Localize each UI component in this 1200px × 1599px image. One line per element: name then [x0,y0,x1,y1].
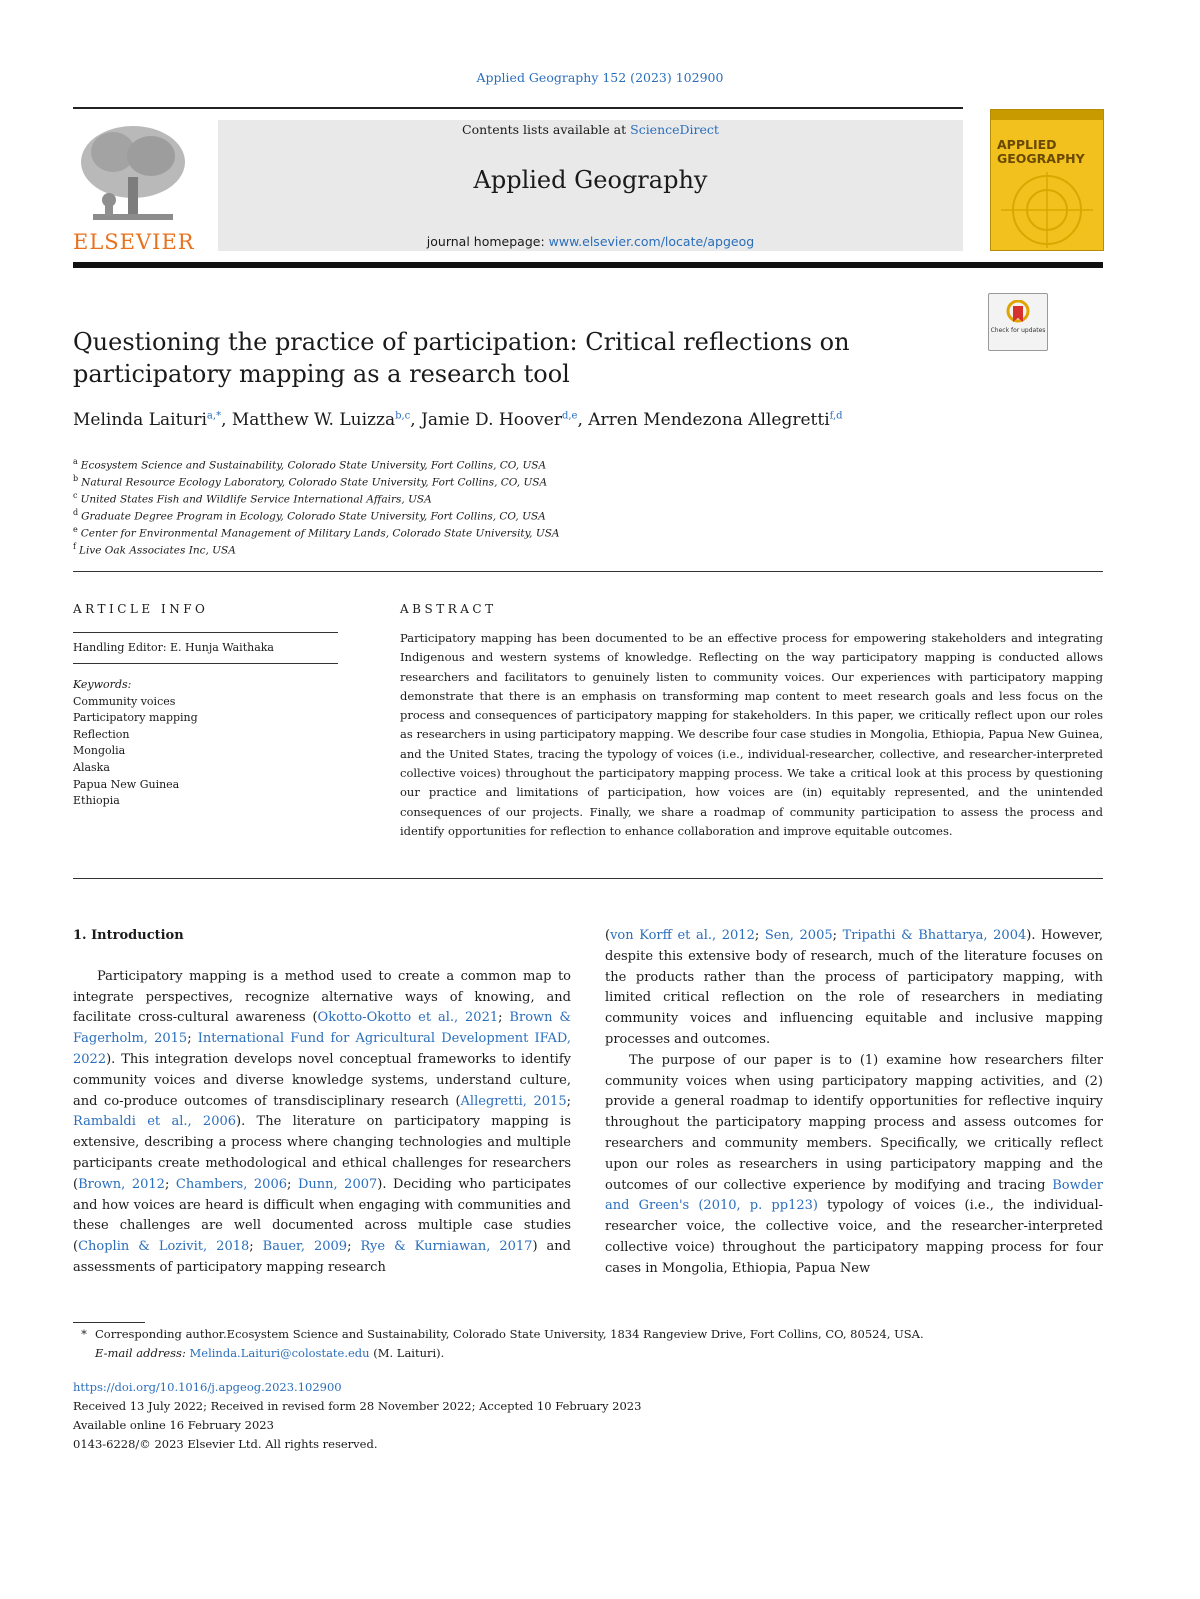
info-rule [73,632,338,633]
homepage-link[interactable]: www.elsevier.com/locate/apgeog [548,234,755,249]
affiliation-item [73,453,559,470]
citation-link[interactable]: Bowder and Green's (2010, p. pp123) [605,1177,1103,1214]
sciencedirect-link[interactable]: ScienceDirect [630,122,719,137]
received-dates: Received 13 July 2022; Received in revised form 28 November 2022; Accepted 10 February 2023 [73,1399,642,1413]
keyword-item: Alaska [73,760,110,774]
header-thick-rule [73,262,1103,268]
author-name: Melinda Laituri [73,410,207,430]
cover-title-line1: APPLIED [997,137,1057,152]
keyword-item: Mongolia [73,744,126,758]
author-name: Matthew W. Luizza [231,410,396,430]
journal-title: Applied Geography [473,166,708,194]
publisher-name: ELSEVIER [73,230,195,254]
footnote-rule [73,1322,145,1323]
publication-info [73,1378,641,1454]
citation-link[interactable]: von Korff et al., 2012 [610,928,755,943]
affiliation-item [73,538,559,555]
author-name: Arren Mendezona Allegretti [588,410,830,430]
journal-reference[interactable]: Applied Geography 152 (2023) 102900 [476,70,724,85]
keyword-item: Reflection [73,727,130,741]
abstract-heading: ABSTRACT [400,602,497,616]
article-title: Questioning the practice of participation: Critical reflections on participatory mapping as a research tool [73,328,850,388]
affiliation-key: c [73,491,78,500]
citation-link[interactable]: International Fund for Agricultural Development IFAD, 2022 [73,1031,572,1067]
cover-strip [991,110,1103,120]
affiliation-key: e [73,525,78,534]
tree-icon [73,122,193,227]
header-rule [73,107,963,109]
corresponding-author-note: * Corresponding author.Ecosystem Science and Sustainability, Colorado State University, 1834 Rangeview Drive, Fort Collins, CO, 80524, USA. [73,1325,1103,1344]
journal-homepage [218,234,963,249]
body-column-left [73,926,571,1279]
copyright: 0143-6228/© 2023 Elsevier Ltd. All rights reserved. [73,1437,378,1451]
affiliation-key: f [73,542,76,551]
citation-link[interactable]: Choplin & Lozivit, 2018 [78,1239,250,1255]
check-for-updates-label: Check for updates [990,327,1046,334]
email-link[interactable]: Melinda.Laituri@colostate.edu [189,1346,370,1360]
affiliation-item [73,487,559,504]
author-affiliation-marker[interactable]: f,d [829,410,843,422]
affiliation-text: Graduate Degree Program in Ecology, Colorado State University, Fort Collins, CO, USA [81,510,546,523]
keyword-item: Ethiopia [73,794,120,808]
citation-link[interactable]: Rambaldi et al., 2006 [73,1114,237,1130]
email-line: E-mail address: Melinda.Laituri@colostate.edu (M. Laituri). [95,1346,445,1360]
check-for-updates-badge[interactable] [988,293,1048,351]
body-paragraph: Participatory mapping is a method used to create a common map to integrate perspectives, recognize alternative ways of knowing, and facilitate cross-cultural awareness (Okotto-Okotto et al., 2021; Brown & Fagerholm, 2015; International Fund for Agricultural Development IFAD, 2022). This integration develops novel conceptual frameworks to identify community voices and diverse knowledge systems, understand culture, and co-produce outcomes of transdisciplinary research (Allegretti, 2015; Rambaldi et al., 2006). The literature on participatory mapping is extensive, describing a process where changing technologies and multiple participants create methodological and ethical challenges for researchers (Brown, 2012; Chambers, 2006; Dunn, 2007). Deciding who participates and how voices are heard is difficult when engaging with communities and these challenges are well documented across multiple case studies (Choplin & Lozivit, 2018; Bauer, 2009; Rye & Kurniawan, 2017) and assessments of participatory mapping research [73,968,572,1275]
affiliation-item [73,504,559,521]
affiliation-key: b [73,474,79,483]
author-affiliation-marker[interactable]: d,e [561,410,578,422]
affiliation-list [73,453,559,555]
affiliation-key: d [73,508,79,517]
keyword-item: Papua New Guinea [73,777,180,791]
handling-editor: Handling Editor: E. Hunja Waithaka [73,641,274,654]
body-column-right [605,926,1103,1280]
author-affiliation-marker[interactable]: a,* [206,410,222,422]
affiliation-text: Ecosystem Science and Sustainability, Colorado State University, Fort Collins, CO, USA [80,459,547,472]
citation-link[interactable]: Sen, 2005 [764,928,833,943]
section-rule [73,571,1103,572]
affiliation-text: Center for Environmental Management of Military Lands, Colorado State University, USA [80,527,560,540]
author-list: Melinda Laituri$^{a,*}$, Matthew W. Luizza$^{b,c}$, Jamie D. Hoover$^{d,e}$, Arren Mendezona Allegretti$^{f,d}$ [73,410,843,430]
cover-graphic [991,170,1103,250]
section-heading: 1. Introduction [73,928,184,943]
author-name: Jamie D. Hoover [421,410,562,430]
available-date: Available online 16 February 2023 [73,1418,274,1432]
cover-title-line2: GEOGRAPHY [997,151,1085,166]
homepage-prefix: journal homepage: [426,234,549,249]
cover-title [997,138,1085,166]
citation-link[interactable]: Rye & Kurniawan, 2017 [360,1239,533,1255]
affiliation-text: United States Fish and Wildlife Service International Affairs, USA [80,493,432,506]
contents-line [218,122,963,137]
citation-link[interactable]: Brown, 2012 [78,1176,165,1192]
email-label: E-mail address: [95,1346,186,1360]
citation-link[interactable]: Okotto-Okotto et al., 2021 [317,1010,499,1026]
info-rule [73,663,338,664]
affiliation-item [73,521,559,538]
affiliation-text: Live Oak Associates Inc, USA [78,544,236,557]
article-info-heading: ARTICLE INFO [73,602,209,616]
abstract-text: Participatory mapping has been documented to be an effective process for empowering stakeholders and integrating Indigenous and western systems of knowledge. Reflecting on the way participatory mapping is conducted allows researchers and facilitators to genuinely listen to community voices. Our experiences with participatory mapping demonstrate that there is an emphasis on transforming map content to meet research goals and less focus on the process and consequences of participatory mapping for stakeholders. In this paper, we critically reflect upon our roles as researchers in using participatory mapping. We describe four case studies in Mongolia, Ethiopia, Papua New Guinea, and the United States, tracing the typology of voices (i.e., individual-researcher, collective, and researcher-interpreted collective voices) throughout the participatory mapping process. We take a critical look at this process by questioning our practice and limitations of participation, how voices are (in) equitably represented, and the unintended consequences of our projects. Finally, we share a roadmap of community participation to assess the process and identify opportunities for reflection to enhance collaboration and improve equitable outcomes. [400,631,1103,838]
citation-link[interactable]: Brown & Fagerholm, 2015 [73,1010,571,1047]
contents-prefix: Contents lists available at [462,122,631,137]
author-affiliation-marker[interactable]: b,c [395,410,411,422]
keyword-item: Community voices [73,694,176,708]
doi-link[interactable]: https://doi.org/10.1016/j.apgeog.2023.102900 [73,1380,342,1394]
citation-link[interactable]: Dunn, 2007 [297,1176,378,1192]
citation-link[interactable]: Chambers, 2006 [175,1176,287,1192]
body-paragraph: (von Korff et al., 2012; Sen, 2005; Tripathi & Bhattarya, 2004). However, despite this extensive body of research, much of the literature focuses on the products rather than the process of participatory mapping, with limited critical reflection on the role of researchers in mediating community voices and influencing equitable and inclusive mapping processes and outcomes. [605,928,1104,1047]
footnote [73,1325,1103,1363]
footnote-star: * [81,1327,87,1341]
keywords-label: Keywords: [73,678,132,691]
keywords-list [73,677,198,810]
journal-cover [990,109,1104,251]
citation-link[interactable]: Allegretti, 2015 [460,1093,567,1109]
bookmark-icon [1006,300,1030,326]
affiliation-key: a [73,457,78,466]
affiliation-text: Natural Resource Ecology Laboratory, Colorado State University, Fort Collins, CO, USA [81,476,548,489]
citation-link[interactable]: Bauer, 2009 [262,1239,348,1255]
affiliation-item [73,470,559,487]
citation-link[interactable]: Tripathi & Bhattarya, 2004 [842,928,1027,943]
body-paragraph: The purpose of our paper is to (1) examine how researchers filter community voices when using participatory mapping activities, and (2) provide a general roadmap to identify opportunities for reflective inquiry throughout the participatory mapping process and assess outcomes for researchers and community members. Specifically, we critically reflect upon our roles as researchers in using participatory mapping and the outcomes of our collective experience by modifying and tracing Bowder and Green's (2010, p. pp123) typology of voices (i.e., the individual-researcher voice, the collective voice, and the researcher-interpreted collective voice) throughout the participatory mapping process for four cases in Mongolia, Ethiopia, Papua New [605,1052,1103,1276]
keyword-item: Participatory mapping [73,711,198,725]
abstract-end-rule [73,878,1103,879]
